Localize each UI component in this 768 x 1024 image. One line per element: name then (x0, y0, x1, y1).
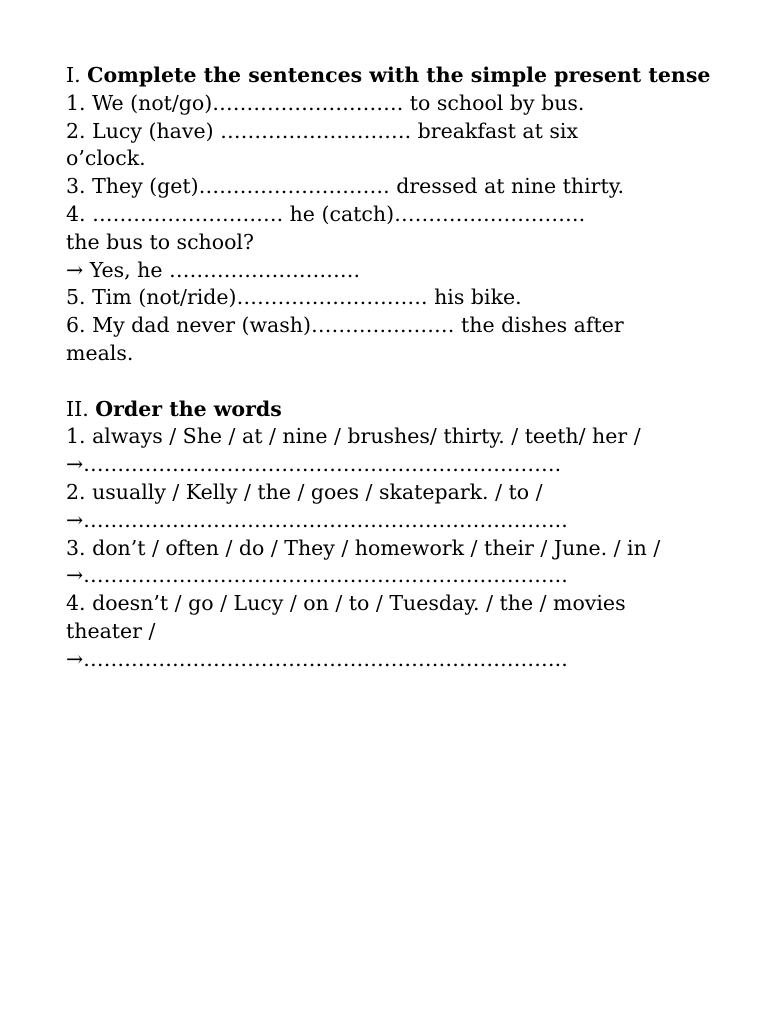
worksheet (66, 62, 711, 674)
answer-line: →…………………………………………………………….. (66, 646, 568, 671)
section-2-heading (66, 396, 706, 424)
exercise-line: 4. ………………………. he (catch)………………………. (66, 201, 586, 226)
exercise-line: 5. Tim (not/ride)………………………. his bike. (66, 285, 522, 310)
section-1-heading (66, 62, 711, 90)
section-2-numeral: II. (66, 396, 89, 421)
answer-line: →…………………………………………………………….. (66, 563, 568, 588)
exercise-line: meals. (66, 340, 134, 365)
answer-line: →……………………………………………………………. (66, 452, 562, 477)
exercise-line: 2. Lucy (have) ………………………. breakfast at six (66, 118, 579, 143)
exercise-line: 4. doesn’t / go / Lucy / on / to / Tuesday. / the / movies (66, 591, 626, 616)
exercise-line: 3. don’t / often / do / They / homework / their / June. / in / (66, 535, 661, 560)
exercise-line: 1. always / She / at / nine / brushes/ thirty. / teeth/ her / (66, 424, 641, 449)
exercise-line: 1. We (not/go)………………………. to school by bus. (66, 90, 585, 115)
exercise-line: → Yes, he ………………………. (66, 257, 360, 282)
exercise-line: the bus to school? (66, 229, 254, 254)
section-1-title: Complete the sentences with the simple present tense (87, 63, 711, 87)
exercise-line: o’clock. (66, 146, 146, 171)
exercise-line: 2. usually / Kelly / the / goes / skatepark. / to / (66, 479, 543, 504)
exercise-line: 6. My dad never (wash)………………… the dishes after (66, 313, 624, 338)
section-spacer (66, 368, 706, 396)
answer-line: →…………………………………………………………….. (66, 507, 568, 532)
section-1-numeral: I. (66, 63, 81, 87)
exercise-line: theater / (66, 618, 156, 643)
section-2-title: Order the words (95, 396, 282, 421)
exercise-line: 3. They (get)………………………. dressed at nine thirty. (66, 174, 625, 199)
